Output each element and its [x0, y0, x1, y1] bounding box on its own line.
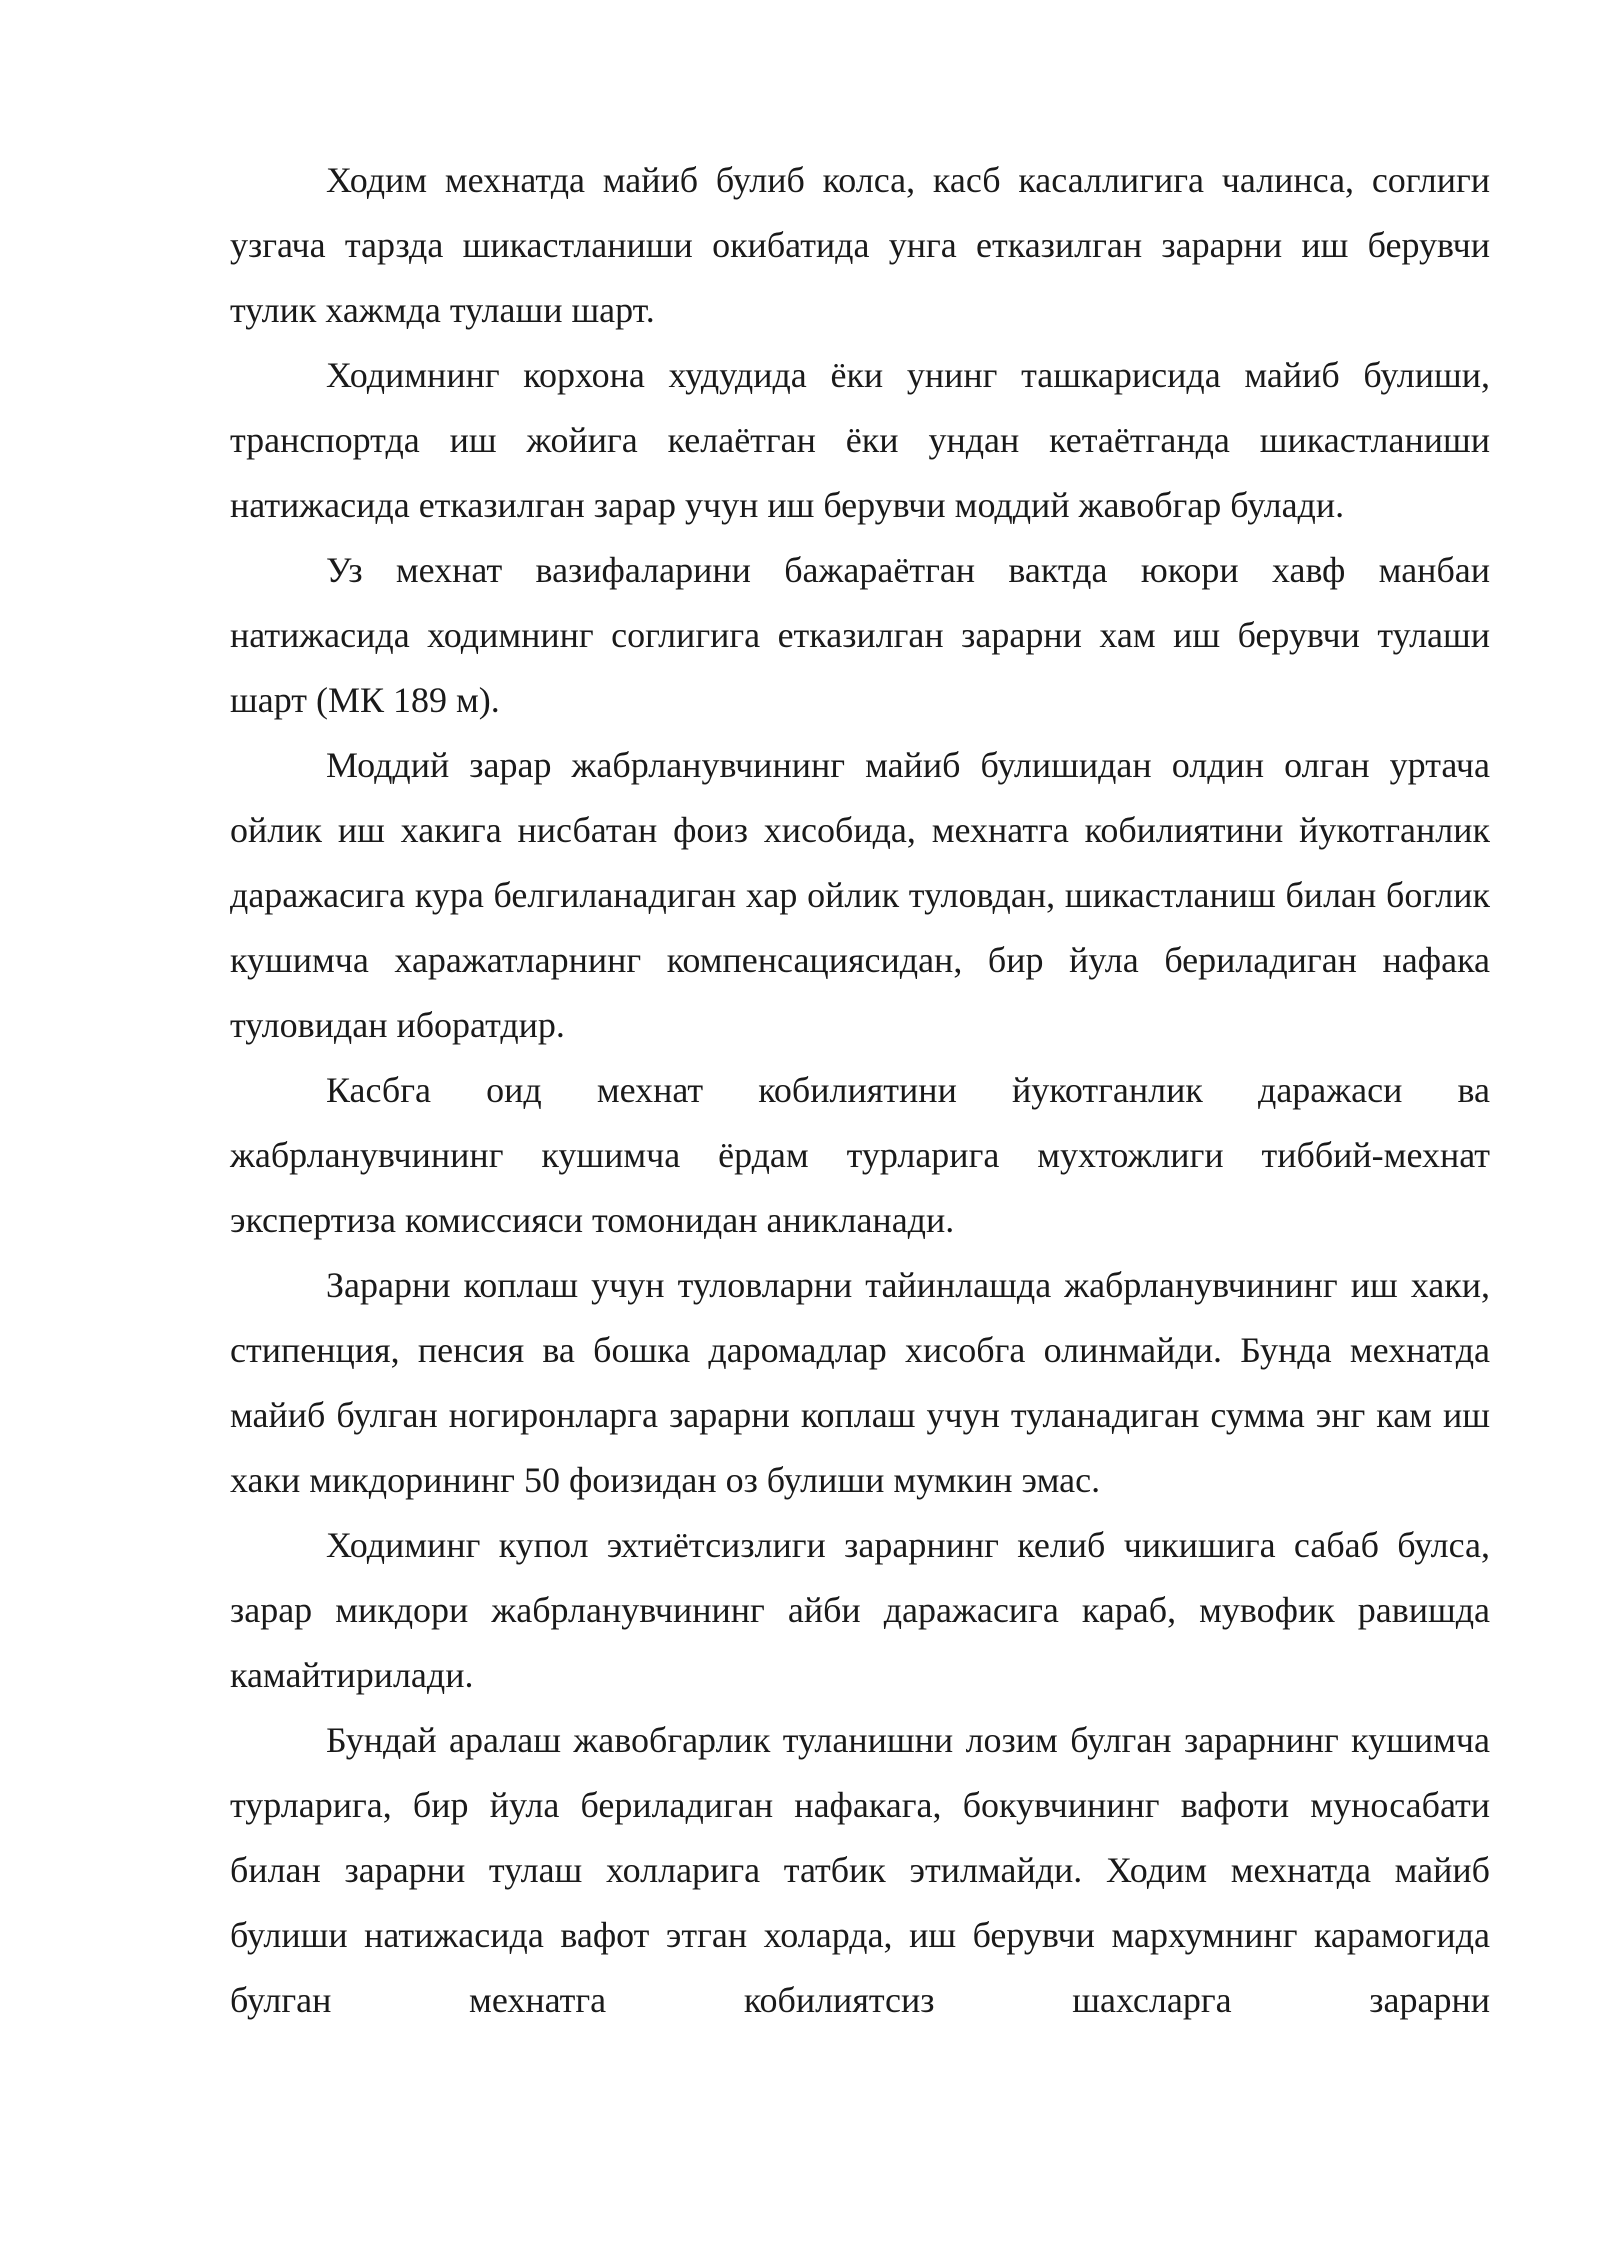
paragraph-5: Касбга оид мехнат кобилиятини йукотганлик даражаси ва жабрланувчининг кушимча ёрдам турларига мухтожлиги тиббий-мехнат экспертиза комиссияси томонидан аникланади. [230, 1070, 1490, 1240]
paragraph-7: Ходиминг купол эхтиётсизлиги зарарнинг келиб чикишига сабаб булса, зарар микдори жабрланувчининг айби даражасига караб, мувофик равишда камайтирилади. [230, 1525, 1490, 1695]
paragraph-6: Зарарни коплаш учун туловларни тайинлашда жабрланувчининг иш хаки, стипенция, пенсия ва бошка даромадлар хисобга олинмайди. Бунда мехнатда майиб булган ногиронларга зарарни коплаш учун туланадиган сумма энг кам иш хаки микдорининг 50 фоизидан оз булиши мумкин эмас. [230, 1265, 1490, 1500]
paragraph-3: Уз мехнат вазифаларини бажараётган вактда юкори хавф манбаи натижасида ходимнинг соглигига етказилган зарарни хам иш берувчи тулаши шарт (МК 189 м). [230, 550, 1490, 720]
paragraph-4: Моддий зарар жабрланувчининг майиб булишидан олдин олган уртача ойлик иш хакига нисбатан фоиз хисобида, мехнатга кобилиятини йукотганлик даражасига кура белгиланадиган хар ойлик туловдан, шикастланиш билан боглик кушимча харажатларнинг компенсациясидан, бир йула бериладиган нафака туловидан иборатдир. [230, 745, 1490, 1045]
paragraph-2: Ходимнинг корхона худудида ёки унинг ташкарисида майиб булиши, транспортда иш жойига келаётган ёки ундан кетаётганда шикастланиши натижасида етказилган зарар учун иш берувчи моддий жавобгар булади. [230, 355, 1490, 525]
paragraph-1: Ходим мехнатда майиб булиб колса, касб касаллигига чалинса, соглиги узгача тарзда шикастланиши окибатида унга етказилган зарарни иш берувчи тулик хажмда тулаши шарт. [230, 160, 1490, 330]
document-body [230, 148, 1490, 2033]
paragraph-8: Бундай аралаш жавобгарлик туланишни лозим булган зарарнинг кушимча турларига, бир йула бериладиган нафакага, бокувчининг вафоти муносабати билан зарарни тулаш холларига татбик этилмайди. Ходим мехнатда майиб булиши натижасида вафот этган холарда, иш берувчи мархумнинг карамогида булган мехнатга кобилиятсиз шахсларга зарарни [230, 1720, 1490, 2020]
